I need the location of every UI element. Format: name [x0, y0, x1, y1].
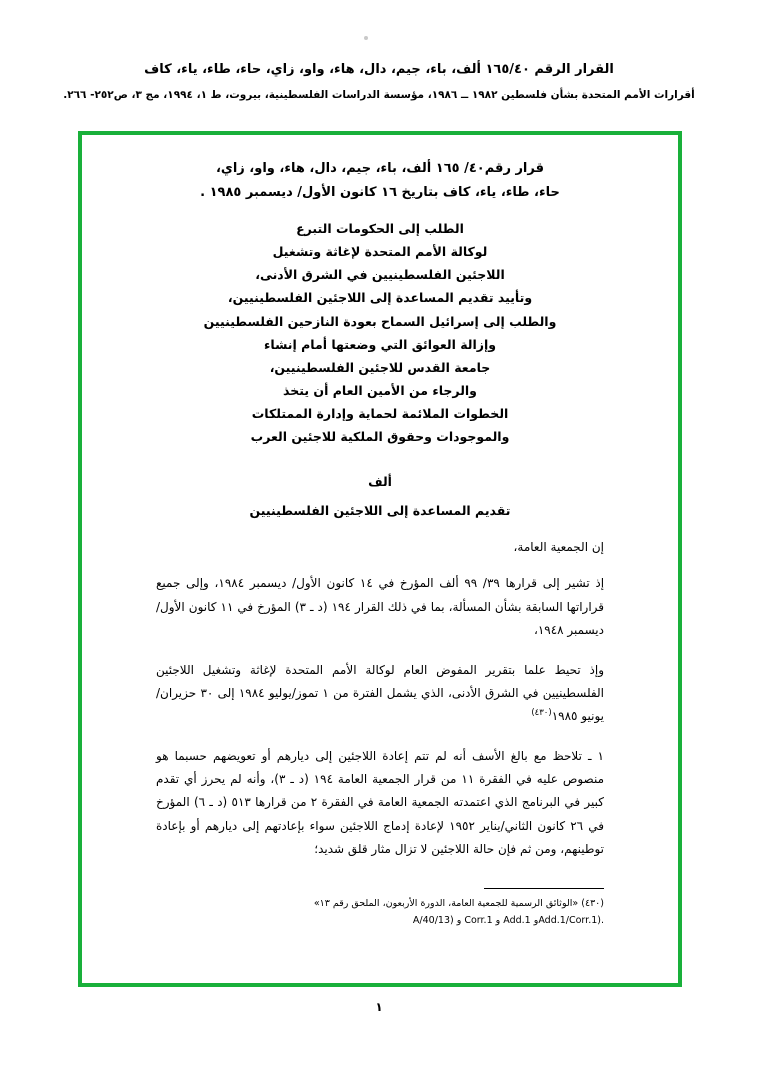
footnote-block: [156, 895, 604, 929]
paragraph-operative-1: ١ ـ تلاحظ مع بالغ الأسف أنه لم تتم إعادة اللاجئين إلى ديارهم أو تعويضهم حسبما هو منصوص عليه في الفقرة ١١ من قرار الجمعية العامة ١٩٤ (د ـ ٣)، وأنه لم يحرز أي تقدم كبير في البرنامج الذي اعتمدته الجمعية العامة في الفقرة ٢ من قرارها ٥١٣ (د ـ ٦) المؤرخ في ٢٦ كانون الثاني/يناير ١٩٥٢ لإعادة إدماج اللاجئين سواء بإعادتهم إلى ديارهم أو بإعادة توطينهم، ومن ثم فإن حالة اللاجئين لا تزال مثار قلق شديد؛: [156, 748, 605, 857]
footnote-divider: [484, 888, 604, 889]
footnote-marker: (٤٣٠): [581, 897, 604, 909]
resolution-heading-line-1: قرار رقم٤٠/ ١٦٥ ألف، باء، جيم، دال، هاء، واو، زاي،: [215, 161, 544, 176]
section-letter: ألف: [368, 474, 392, 490]
section-subtitle: تقديم المساعدة إلى اللاجئين الفلسطينيين: [249, 503, 511, 519]
resolution-title-line: وإزالة العوائق التي وضعتها أمام إنشاء: [263, 336, 497, 352]
resolution-title-line: والطلب إلى إسرائيل السماح بعودة النازحين الفلسطينيين: [203, 313, 557, 329]
resolution-title-line: والموجودات وحقوق الملكية للاجئين العرب: [250, 429, 510, 445]
header-source-citation: أقرارات الأمم المتحدة بشأن فلسطين ١٩٨٢ ــ ١٩٨٦، مؤسسة الدراسات الفلسطينية، بيروت، ط ١، ١٩٩٤، مج ٣، ص٢٥٢- ٢٦٦.: [63, 88, 695, 101]
footnote-text-arabic: «الوثائق الرسمية للجمعية العامة، الدورة الأربعون، الملحق رقم ١٣»: [313, 897, 579, 909]
paragraph-preambular-2: [156, 659, 604, 729]
green-border-frame: [78, 131, 682, 987]
assembly-intro: إن الجمعية العامة،: [513, 540, 604, 555]
resolution-title-line: الخطوات الملائمة لحماية وإدارة الممتلكات: [251, 406, 509, 422]
paragraph-preambular-1: إذ تشير إلى قرارها ٣٩/ ٩٩ ألف المؤرخ في ١٤ كانون الأول/ ديسمبر ١٩٨٤، وإلى جميع قراراتها السابقة بشأن المسألة، بما في ذلك القرار ١٩٤ (د ـ ٣) المؤرخ في ١١ كانون الأول/ديسمبر ١٩٤٨،: [156, 576, 605, 638]
resolution-title-line: الطلب إلى الحكومات التبرع: [296, 221, 464, 237]
footnote-line-latin: A/40/13) و Corr.1 و Add.1 وAdd.1/Corr.1).: [412, 914, 604, 926]
resolution-title-line: والرجاء من الأمين العام أن يتخذ: [283, 382, 477, 398]
resolution-heading-line-2: حاء، طاء، ياء، كاف بتاريخ ١٦ كانون الأول/ ديسمبر ١٩٨٥ .: [200, 185, 560, 201]
footnote-line-arabic: [156, 895, 604, 912]
footnote-reference: (٤٣٠): [531, 708, 552, 719]
page-number: ١: [375, 1000, 383, 1014]
resolution-heading: [156, 157, 604, 205]
header-title: القرار الرقم ١٦٥/٤٠ ألف، باء، جيم، دال، هاء، واو، زاي، حاء، طاء، ياء، كاف: [144, 62, 614, 77]
resolution-title-line: اللاجئين الفلسطينيين في الشرق الأدنى،: [255, 267, 505, 283]
resolution-title-line: وتأييد تقديم المساعدة إلى اللاجئين الفلسطينيين،: [227, 290, 533, 306]
document-header: [0, 60, 758, 103]
page-top-mark: [364, 36, 368, 40]
paragraph-preambular-2-text: وإذ تحيط علما بتقرير المفوض العام لوكالة الأمم المتحدة لإغاثة وتشغيل اللاجئين الفلسطينيين في الشرق الأدنى، الذي يشمل الفترة من ١ تموز/يوليو ١٩٨٤ إلى ٣٠ حزيران/يونيو ١٩٨٥: [156, 662, 604, 724]
resolution-title: [156, 217, 604, 448]
resolution-title-line: جامعة القدس للاجئين الفلسطينيين،: [269, 359, 491, 375]
resolution-title-line: لوكالة الأمم المتحدة لإغاثة وتشغيل: [272, 244, 488, 260]
resolution-content: [82, 135, 678, 983]
